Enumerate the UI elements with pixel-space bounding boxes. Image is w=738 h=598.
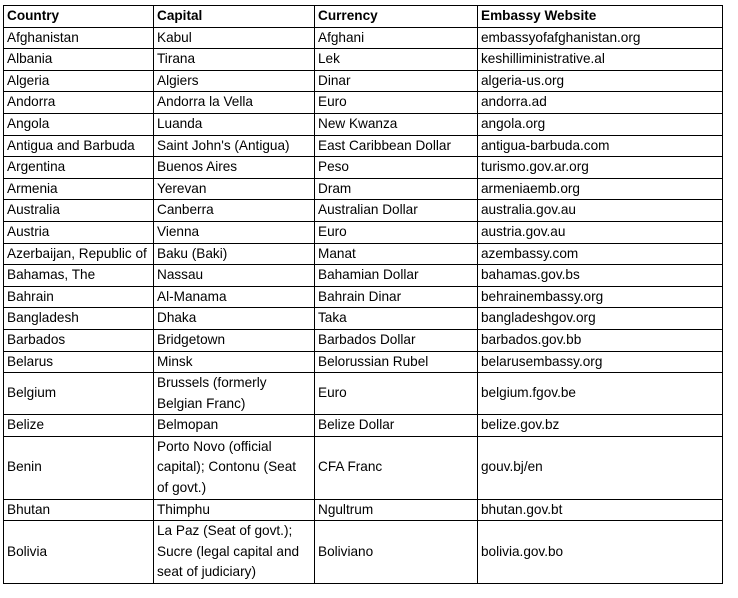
table-row bbox=[4, 436, 723, 499]
table-row bbox=[4, 286, 723, 308]
table-row bbox=[4, 351, 723, 373]
country-table-container bbox=[3, 5, 723, 584]
cell-website: australia.gov.au bbox=[478, 200, 723, 222]
cell-currency: Dram bbox=[315, 178, 478, 200]
cell-capital: Algiers bbox=[154, 70, 315, 92]
table-row bbox=[4, 373, 723, 415]
cell-country: Albania bbox=[4, 49, 154, 71]
cell-capital: Thimphu bbox=[154, 499, 315, 521]
header-capital: Capital bbox=[154, 6, 315, 28]
cell-capital: Minsk bbox=[154, 351, 315, 373]
cell-capital: Tirana bbox=[154, 49, 315, 71]
cell-website: algeria-us.org bbox=[478, 70, 723, 92]
cell-website: bangladeshgov.org bbox=[478, 308, 723, 330]
cell-currency: Euro bbox=[315, 373, 478, 415]
cell-website: andorra.ad bbox=[478, 92, 723, 114]
cell-currency: Boliviano bbox=[315, 521, 478, 584]
cell-country: Azerbaijan, Republic of bbox=[4, 243, 154, 265]
table-row bbox=[4, 221, 723, 243]
table-row bbox=[4, 308, 723, 330]
cell-website: armeniaemb.org bbox=[478, 178, 723, 200]
cell-capital: Al-Manama bbox=[154, 286, 315, 308]
cell-currency: Bahrain Dinar bbox=[315, 286, 478, 308]
cell-website: belize.gov.bz bbox=[478, 415, 723, 437]
cell-country: Australia bbox=[4, 200, 154, 222]
cell-capital: Andorra la Vella bbox=[154, 92, 315, 114]
cell-country: Afghanistan bbox=[4, 27, 154, 49]
cell-currency: Lek bbox=[315, 49, 478, 71]
cell-capital: Yerevan bbox=[154, 178, 315, 200]
table-row bbox=[4, 521, 723, 584]
cell-currency: Euro bbox=[315, 221, 478, 243]
header-embassy-website: Embassy Website bbox=[478, 6, 723, 28]
cell-country: Bahamas, The bbox=[4, 265, 154, 287]
cell-capital: Kabul bbox=[154, 27, 315, 49]
table-row bbox=[4, 113, 723, 135]
cell-currency: Bahamian Dollar bbox=[315, 265, 478, 287]
cell-currency: Dinar bbox=[315, 70, 478, 92]
cell-capital: Brussels (formerly Belgian Franc) bbox=[154, 373, 315, 415]
table-row bbox=[4, 135, 723, 157]
cell-country: Armenia bbox=[4, 178, 154, 200]
cell-country: Andorra bbox=[4, 92, 154, 114]
cell-website: bolivia.gov.bo bbox=[478, 521, 723, 584]
cell-currency: Ngultrum bbox=[315, 499, 478, 521]
table-row bbox=[4, 415, 723, 437]
table-row bbox=[4, 70, 723, 92]
cell-website: bhutan.gov.bt bbox=[478, 499, 723, 521]
cell-capital: La Paz (Seat of govt.); Sucre (legal capital and seat of judiciary) bbox=[154, 521, 315, 584]
cell-capital: Canberra bbox=[154, 200, 315, 222]
cell-country: Benin bbox=[4, 436, 154, 499]
cell-website: bahamas.gov.bs bbox=[478, 265, 723, 287]
table-row bbox=[4, 92, 723, 114]
cell-currency: New Kwanza bbox=[315, 113, 478, 135]
cell-currency: Peso bbox=[315, 157, 478, 179]
table-row bbox=[4, 27, 723, 49]
table-row bbox=[4, 157, 723, 179]
table-header-row bbox=[4, 6, 723, 28]
cell-capital: Saint John's (Antigua) bbox=[154, 135, 315, 157]
header-currency: Currency bbox=[315, 6, 478, 28]
cell-country: Bhutan bbox=[4, 499, 154, 521]
cell-website: embassyofafghanistan.org bbox=[478, 27, 723, 49]
cell-website: austria.gov.au bbox=[478, 221, 723, 243]
cell-website: turismo.gov.ar.org bbox=[478, 157, 723, 179]
cell-currency: Australian Dollar bbox=[315, 200, 478, 222]
cell-website: keshilliministrative.al bbox=[478, 49, 723, 71]
cell-capital: Bridgetown bbox=[154, 329, 315, 351]
cell-country: Bolivia bbox=[4, 521, 154, 584]
cell-website: behrainembassy.org bbox=[478, 286, 723, 308]
cell-currency: Manat bbox=[315, 243, 478, 265]
cell-website: antigua-barbuda.com bbox=[478, 135, 723, 157]
cell-country: Belize bbox=[4, 415, 154, 437]
cell-currency: CFA Franc bbox=[315, 436, 478, 499]
table-row bbox=[4, 243, 723, 265]
cell-capital: Luanda bbox=[154, 113, 315, 135]
cell-currency: Euro bbox=[315, 92, 478, 114]
cell-currency: Afghani bbox=[315, 27, 478, 49]
country-table bbox=[3, 5, 723, 584]
cell-country: Angola bbox=[4, 113, 154, 135]
cell-currency: Barbados Dollar bbox=[315, 329, 478, 351]
cell-capital: Porto Novo (official capital); Contonu (Seat of govt.) bbox=[154, 436, 315, 499]
cell-country: Austria bbox=[4, 221, 154, 243]
cell-country: Antigua and Barbuda bbox=[4, 135, 154, 157]
cell-country: Belarus bbox=[4, 351, 154, 373]
table-row bbox=[4, 265, 723, 287]
table-row bbox=[4, 178, 723, 200]
cell-country: Bahrain bbox=[4, 286, 154, 308]
cell-website: azembassy.com bbox=[478, 243, 723, 265]
cell-website: gouv.bj/en bbox=[478, 436, 723, 499]
cell-currency: Belorussian Rubel bbox=[315, 351, 478, 373]
cell-capital: Buenos Aires bbox=[154, 157, 315, 179]
table-row bbox=[4, 499, 723, 521]
cell-currency: East Caribbean Dollar bbox=[315, 135, 478, 157]
cell-currency: Belize Dollar bbox=[315, 415, 478, 437]
table-row bbox=[4, 329, 723, 351]
table-row bbox=[4, 49, 723, 71]
cell-website: belarusembassy.org bbox=[478, 351, 723, 373]
cell-capital: Dhaka bbox=[154, 308, 315, 330]
cell-capital: Vienna bbox=[154, 221, 315, 243]
cell-website: angola.org bbox=[478, 113, 723, 135]
cell-capital: Belmopan bbox=[154, 415, 315, 437]
cell-country: Algeria bbox=[4, 70, 154, 92]
cell-country: Argentina bbox=[4, 157, 154, 179]
cell-country: Barbados bbox=[4, 329, 154, 351]
cell-capital: Nassau bbox=[154, 265, 315, 287]
cell-country: Bangladesh bbox=[4, 308, 154, 330]
header-country: Country bbox=[4, 6, 154, 28]
cell-capital: Baku (Baki) bbox=[154, 243, 315, 265]
cell-website: barbados.gov.bb bbox=[478, 329, 723, 351]
table-row bbox=[4, 200, 723, 222]
cell-country: Belgium bbox=[4, 373, 154, 415]
cell-website: belgium.fgov.be bbox=[478, 373, 723, 415]
cell-currency: Taka bbox=[315, 308, 478, 330]
